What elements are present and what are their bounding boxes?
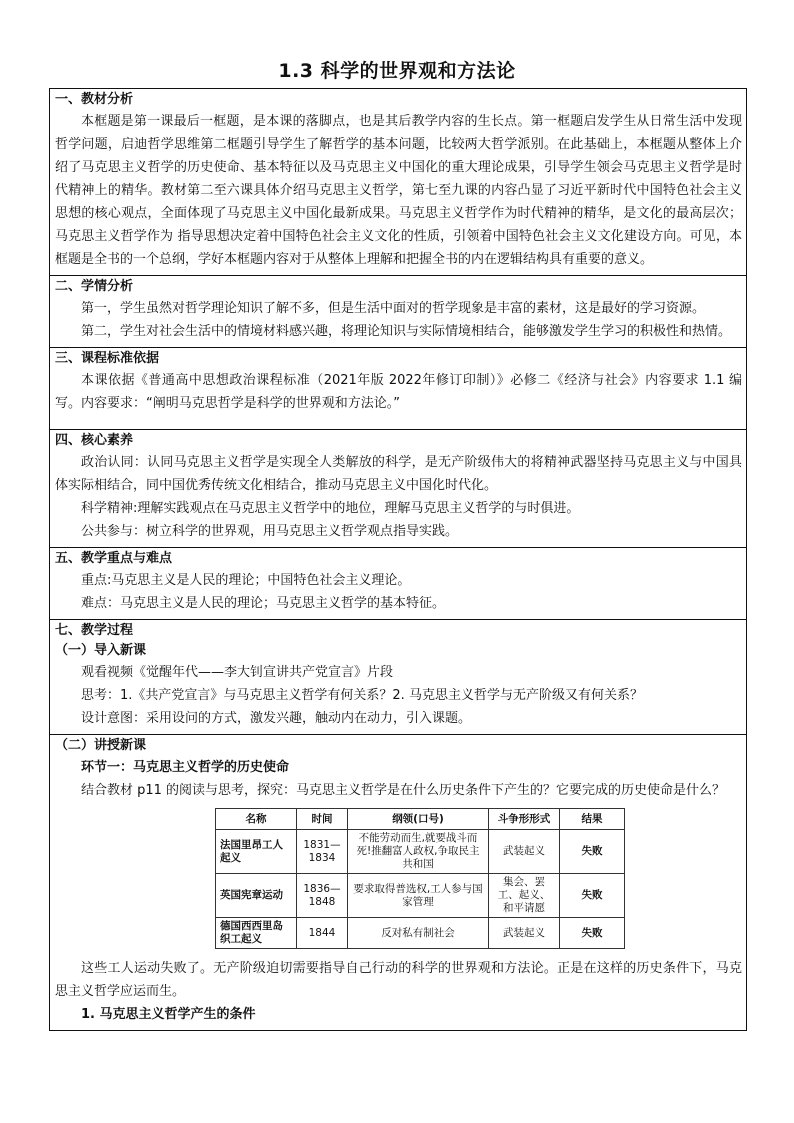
cell-result: 失败 xyxy=(560,830,625,874)
paragraph: 难点：马克思主义是人民的理论；马克思主义哲学的基本特征。 xyxy=(81,596,446,611)
cell-program: 不能劳动而生,就要战斗而死!推翻富人政权,争取民主共和国 xyxy=(348,830,489,874)
section-heading: 二、学情分析 xyxy=(55,279,134,294)
cell-time: 1831—1834 xyxy=(297,830,348,874)
paragraph: 结合教材 p11 的阅读与思考，探究：马克思主义哲学是在什么历史条件下产生的？它要完成的历史使命是什么？ xyxy=(81,783,726,798)
paragraph: 重点:马克思主义是人民的理论；中国特色社会主义理论。 xyxy=(81,573,411,588)
section-textbook-analysis xyxy=(50,89,746,276)
section-heading: 四、核心素养 xyxy=(55,433,134,448)
paragraph: 设计意图：采用设问的方式，激发兴趣，触动内在动力，引入课题。 xyxy=(81,711,472,726)
cell-program: 要求取得普选权,工人参与国家管理 xyxy=(348,874,489,918)
cell-name: 德国西西里岛织工起义 xyxy=(216,918,297,949)
section-core-literacy xyxy=(50,430,746,548)
column-header: 时间 xyxy=(297,809,348,830)
cell-form: 武装起义 xyxy=(489,830,560,874)
cell-form: 集会、罢工、起义、和平请愿 xyxy=(489,874,560,918)
cell-program: 反对私有制社会 xyxy=(348,918,489,949)
workers-movement-table xyxy=(215,808,625,949)
cell-form: 武装起义 xyxy=(489,918,560,949)
section-heading: 七、教学过程 xyxy=(55,623,134,638)
paragraph: 公共参与：树立科学的世界观，用马克思主义哲学观点指导实践。 xyxy=(81,524,459,539)
paragraph: 第一，学生虽然对哲学理论知识了解不多，但是生活中面对的哲学现象是丰富的素材，这是最好的学习资源。 xyxy=(81,301,706,316)
step-heading: 环节一：马克思主义哲学的历史使命 xyxy=(81,760,290,775)
cell-time: 1836—1848 xyxy=(297,874,348,918)
section-student-analysis xyxy=(50,276,746,348)
column-header: 斗争形形式 xyxy=(489,809,560,830)
subsection-heading: （二）讲授新课 xyxy=(55,738,147,753)
section-heading: 五、教学重点与难点 xyxy=(55,551,173,566)
page-title: 1.3 科学的世界观和方法论 xyxy=(278,60,516,82)
column-header: 结果 xyxy=(560,809,625,830)
point-heading: 1. 马克思主义哲学产生的条件 xyxy=(81,1007,256,1022)
section-teaching-process xyxy=(50,620,746,735)
paragraph: 本框题是第一课最后一框题，是本课的落脚点，也是其后教学内容的生长点。第一框题启发学生从日常生活中发现哲学问题，启迪哲学思维第二框题引导学生了解哲学的基本问题，比较两大哲学派别。在此基础上，本框题从整体上介绍了马克思主义哲学的历史使命、基本特征以及马克思主义中国化的重大理论成果，引导学生领会马克思主义哲学是时代精神上的精华。教材第二至六课具体介绍马克思主义哲学，第七至九课的内容凸显了习近平新时代中国特色社会主义思想的核心观点，全面体现了马克思主义中国化最新成果。马克思主义哲学作为时代精神的精华，是文化的最高层次；马克思主义哲学作为 指导思想决定着中国特色社会主义文化的性质，引领着中国特色社会主义文化建设方向。可见，本框题是全书的一个总纲，学好本框题内容对于从整体上理解和把握全书的内在逻辑结构具有重要的意义。 xyxy=(55,114,742,267)
column-header: 纲领(口号) xyxy=(348,809,489,830)
paragraph: 这些工人运动失败了。无产阶级迫切需要指导自己行动的科学的世界观和方法论。正是在这样的历史条件下，马克思主义哲学应运而生。 xyxy=(55,961,742,999)
lesson-plan-table xyxy=(49,88,747,1031)
paragraph: 科学精神:理解实践观点在马克思主义哲学中的地位，理解马克思主义哲学的与时俱进。 xyxy=(81,501,580,516)
paragraph: 观看视频《觉醒年代——李大钊宣讲共产党宣言》片段 xyxy=(81,665,394,680)
table-row xyxy=(216,918,625,949)
table-row xyxy=(216,830,625,874)
column-header: 名称 xyxy=(216,809,297,830)
cell-result: 失败 xyxy=(560,918,625,949)
paragraph: 第二，学生对社会生活中的情境材料感兴趣，将理论知识与实际情境相结合，能够激发学生学习的积极性和热情。 xyxy=(81,324,732,339)
table-header-row xyxy=(216,809,625,830)
paragraph: 思考：1.《共产党宣言》与马克思主义哲学有何关系？2. 马克思主义哲学与无产阶级又有何关系？ xyxy=(81,688,643,703)
section-key-points xyxy=(50,548,746,620)
subsection-heading: （一）导入新课 xyxy=(55,643,147,658)
section-curriculum-standard xyxy=(50,348,746,430)
cell-time: 1844 xyxy=(297,918,348,949)
cell-result: 失败 xyxy=(560,874,625,918)
section-heading: 三、课程标准依据 xyxy=(55,351,160,366)
cell-name: 英国宪章运动 xyxy=(216,874,297,918)
paragraph: 政治认同：认同马克思主义哲学是实现全人类解放的科学，是无产阶级伟大的将精神武器坚持马克思主义与中国具体实际相结合，同中国优秀传统文化相结合，推动马克思主义中国化时代化。 xyxy=(55,455,742,493)
section-new-lesson xyxy=(50,735,746,1030)
section-heading: 一、教材分析 xyxy=(55,92,134,107)
paragraph: 本课依据《普通高中思想政治课程标准（2021年版 2022年修订印制）》必修二《经济与社会》内容要求 1.1 编写。内容要求：“阐明马克思哲学是科学的世界观和方法论。” xyxy=(55,373,742,411)
cell-name: 法国里昂工人起义 xyxy=(216,830,297,874)
table-row xyxy=(216,874,625,918)
